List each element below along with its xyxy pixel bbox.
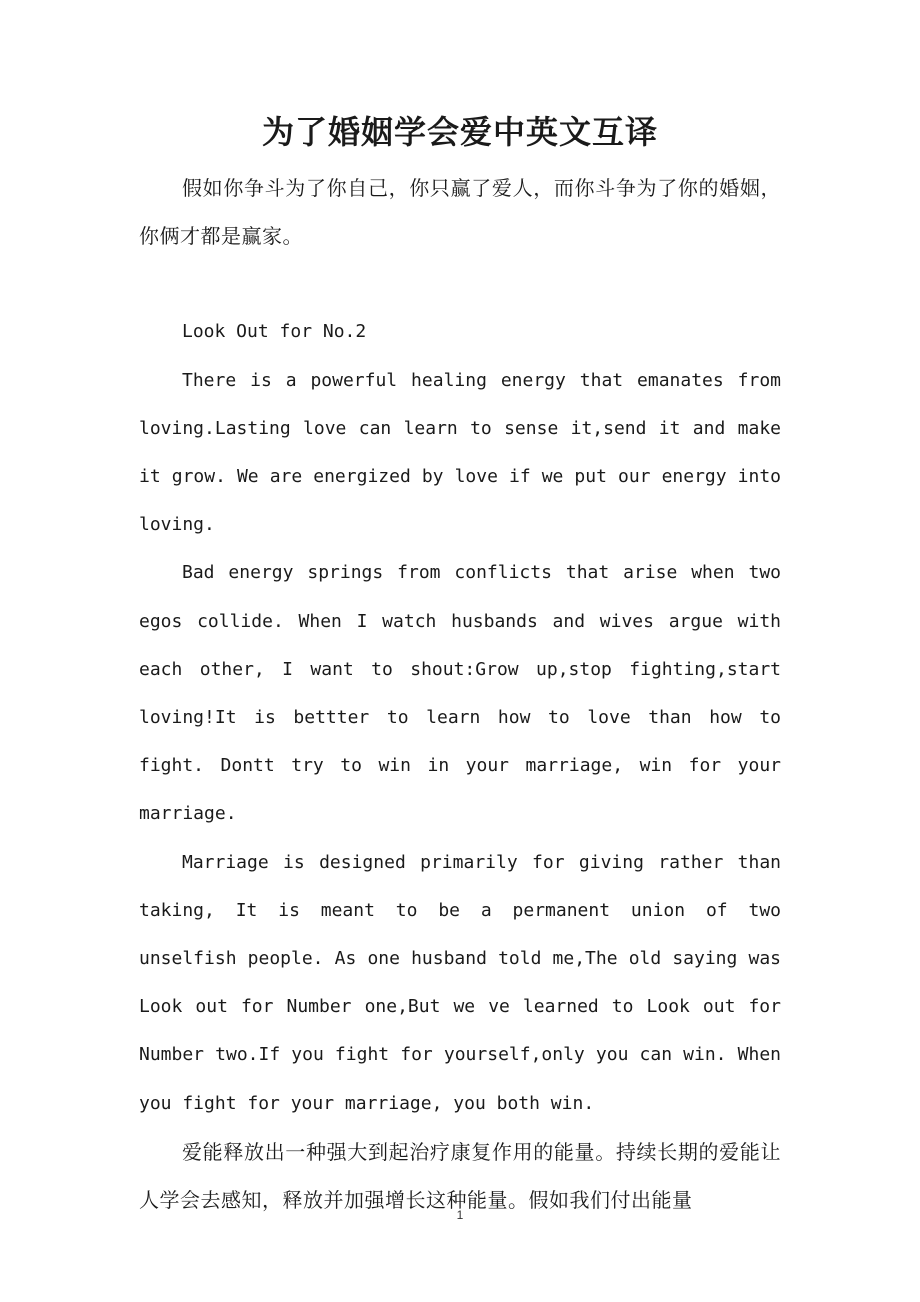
blank-line <box>139 260 781 308</box>
intro-paragraph: 假如你争斗为了你自己，你只赢了爱人，而你斗争为了你的婚姻，你俩才都是赢家。 <box>139 176 781 249</box>
document-title: 为了婚姻学会爱中英文互译 <box>261 113 658 151</box>
english-paragraph-2: Bad energy springs from conflicts that arise when two egos collide. When I watch husbands and wives argue with each other, I want to shout:Grow up,stop fighting,start loving!It is bettter to learn how to love than how to fight. Dontt try to win in your marriage, win for your marriage. <box>139 562 781 825</box>
english-paragraph-1: There is a powerful healing energy that emanates from loving.Lasting love can learn to sense it,send it and make it grow. We are energized by love if we put our energy into loving. <box>139 369 781 536</box>
english-paragraph-3: Marriage is designed primarily for giving rather than taking, It is meant to be a permanent union of two unselfish people. As one husband told me,The old saying was Look out for Number one,But we ve learned to Look out for Number two.If you fight for yourself,only you can win. When you fight for your marriage, you both win. <box>139 851 781 1114</box>
chinese-translation-paragraph: 爱能释放出一种强大到起治疗康复作用的能量。持续长期的爱能让人学会去感知，释放并加强增长这种能量。假如我们付出能量 <box>139 1139 781 1213</box>
english-heading: Look Out for No.2 <box>182 321 367 343</box>
page-number: 1 <box>456 1208 464 1222</box>
document-page <box>139 100 781 1224</box>
